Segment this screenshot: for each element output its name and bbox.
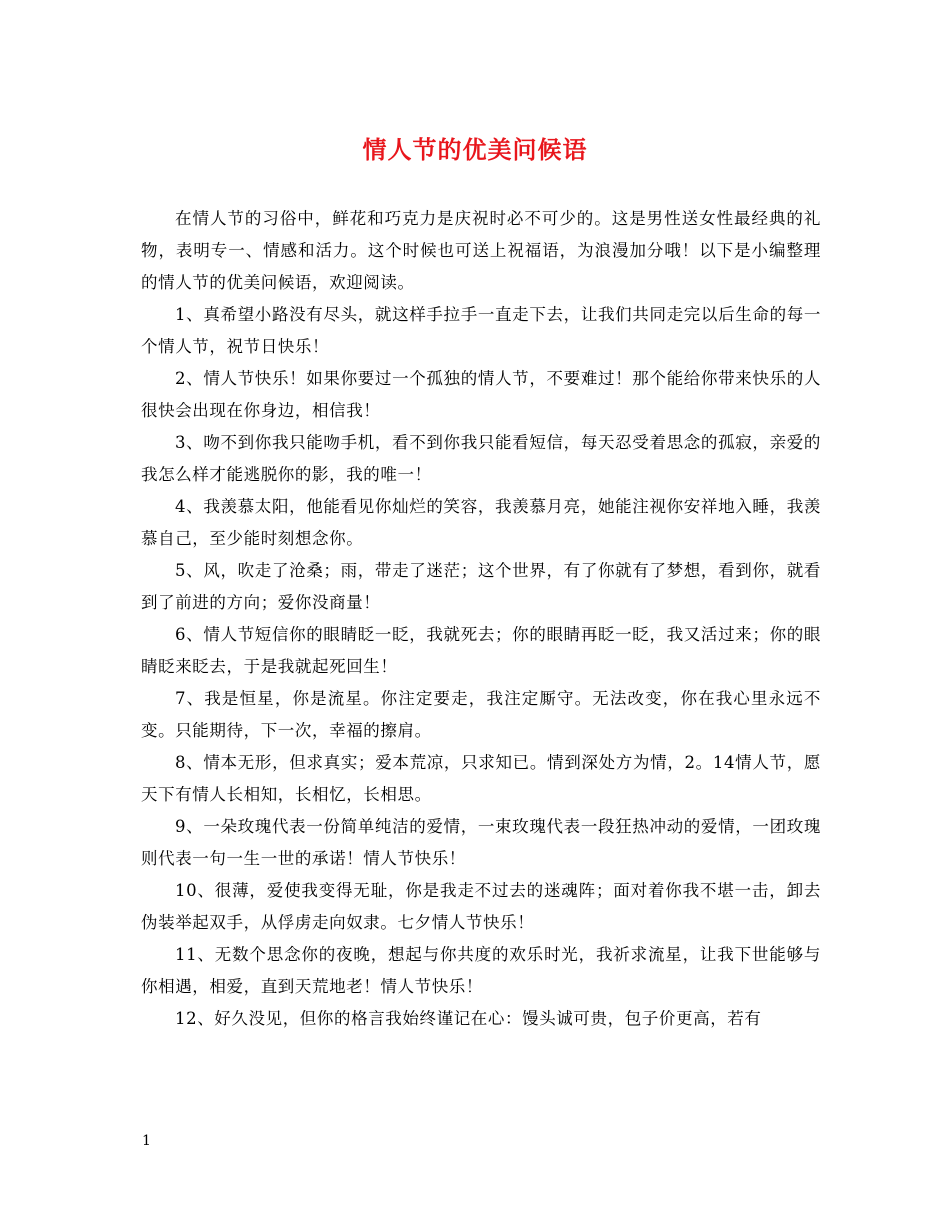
greeting-item-12: 12、好久没见，但你的格言我始终谨记在心：馒头诚可贵，包子价更高，若有 bbox=[175, 1009, 762, 1028]
greeting-item-3: 3、吻不到你我只能吻手机，看不到你我只能看短信，每天忍受着思念的孤寂，亲爱的我怎么样才能逃脱你的影，我的唯一！ bbox=[141, 433, 821, 484]
greeting-item-11: 11、无数个思念你的夜晚，想起与你共度的欢乐时光，我祈求流星，让我下世能够与你相遇，相爱，直到天荒地老！情人节快乐！ bbox=[141, 945, 821, 996]
greeting-item-7: 7、我是恒星，你是流星。你注定要走，我注定厮守。无法改变，你在我心里永远不变。只能期待，下一次，幸福的擦肩。 bbox=[141, 689, 821, 740]
greeting-item-4: 4、我羡慕太阳，他能看见你灿烂的笑容，我羡慕月亮，她能注视你安祥地入睡，我羡慕自己，至少能时刻想念你。 bbox=[141, 497, 821, 548]
greeting-item-10: 10、很薄，爱使我变得无耻，你是我走不过去的迷魂阵；面对着你我不堪一击，卸去伪装举起双手，从俘虏走向奴隶。七夕情人节快乐！ bbox=[141, 881, 821, 932]
greeting-item-2: 2、情人节快乐！如果你要过一个孤独的情人节，不要难过！那个能给你带来快乐的人很快会出现在你身边，相信我！ bbox=[141, 369, 821, 420]
greeting-item-8: 8、情本无形，但求真实；爱本荒凉，只求知已。情到深处方为情，2。14情人节，愿天下有情人长相知，长相忆，长相思。 bbox=[141, 753, 821, 804]
greeting-item-1: 1、真希望小路没有尽头，就这样手拉手一直走下去，让我们共同走完以后生命的每一个情人节，祝节日快乐！ bbox=[141, 305, 821, 356]
page-number: 1 bbox=[142, 1133, 151, 1149]
greeting-item-5: 5、风，吹走了沧桑；雨，带走了迷茫；这个世界，有了你就有了梦想，看到你，就看到了前进的方向；爱你没商量！ bbox=[141, 561, 821, 612]
greeting-item-9: 9、一朵玫瑰代表一份简单纯洁的爱情，一束玫瑰代表一段狂热冲动的爱情，一团玫瑰则代表一句一生一世的承诺！情人节快乐！ bbox=[141, 817, 821, 868]
document-body bbox=[141, 203, 821, 1035]
document-title: 情人节的优美问候语 bbox=[362, 135, 588, 164]
intro-paragraph: 在情人节的习俗中，鲜花和巧克力是庆祝时必不可少的。这是男性送女性最经典的礼物，表明专一、情感和活力。这个时候也可送上祝福语，为浪漫加分哦！以下是小编整理的情人节的优美问候语，欢迎阅读。 bbox=[141, 209, 821, 292]
greeting-item-6: 6、情人节短信你的眼睛眨一眨，我就死去；你的眼睛再眨一眨，我又活过来；你的眼睛眨来眨去，于是我就起死回生！ bbox=[141, 625, 821, 676]
